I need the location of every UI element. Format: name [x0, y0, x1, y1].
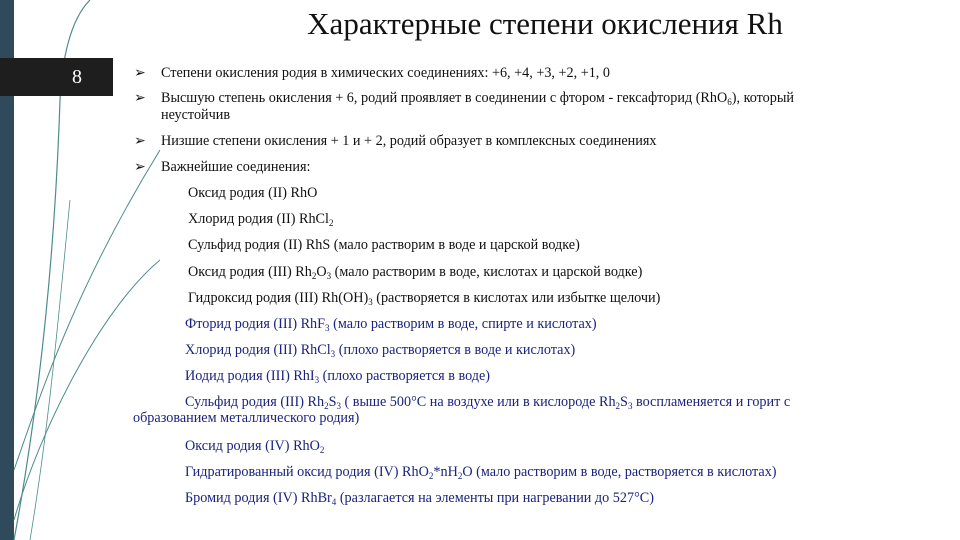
bullet-text: Степени окисления родия в химических соединениях: +6, +4, +3, +2, +1, 0: [161, 65, 610, 81]
page-title: Характерные степени окисления Rh: [307, 6, 783, 41]
arrow-bullet-icon: ➢: [134, 66, 146, 81]
compound-item: Оксид родия (II) RhO: [188, 185, 318, 201]
bullet-text: Высшую степень окисления + 6, родий проявляет в соединении с фтором - гексафторид (RhO$_6$), который: [161, 90, 794, 107]
compound-item: Оксид родия (IV) RhO$_2$: [185, 438, 325, 455]
compound-item: Сульфид родия (III) $Rh_2S_3$ ( выше 500°С на воздухе или в кислороде $Rh_2S_3$ воспламеняется и горит с: [185, 394, 791, 411]
compound-item: Иодид родия (III) RhI$_3$ (плохо растворяется в воде): [185, 368, 491, 385]
bullet-text: Низшие степени окисления + 1 и + 2, родий образует в комплексных соединениях: [161, 133, 657, 149]
compound-item: Фторид родия (III) RhF$_3$ (мало растворим в воде, спирте и кислотах): [185, 316, 597, 333]
slide-number: 8: [72, 66, 82, 88]
arrow-bullet-icon: ➢: [134, 134, 146, 149]
arrow-bullet-icon: ➢: [134, 160, 146, 175]
compound-item: Гидратированный оксид родия (IV) $RhO_2*nH_2O$ (мало растворим в воде, растворяется в кислотах): [185, 464, 777, 481]
compound-item: Хлорид родия (III) RhCl$_3$ (плохо растворяется в воде и кислотах): [185, 342, 576, 359]
compound-item-continued: образованием металлического родия): [133, 410, 360, 426]
arrow-bullet-icon: ➢: [134, 91, 146, 106]
compound-item: Оксид родия (III) $Rh_2O_3$ (мало растворим в воде, кислотах и царской водке): [188, 264, 643, 281]
compound-item: Хлорид родия (II) RhCl$_2$: [188, 211, 334, 228]
bullet-text-continued: неустойчив: [161, 107, 231, 123]
compound-item: Сульфид родия (II) RhS (мало растворим в воде и царской водке): [188, 237, 580, 253]
compound-item: Гидроксид родия (III) $Rh(OH)_3$ (растворяется в кислотах или избытке щелочи): [188, 290, 661, 307]
slide-number-tab: [0, 58, 113, 96]
bullet-text: Важнейшие соединения:: [161, 159, 311, 175]
compound-item: Бромид родия (IV) RhBr$_4$ (разлагается на элементы при нагревании до 527°С): [185, 490, 654, 507]
